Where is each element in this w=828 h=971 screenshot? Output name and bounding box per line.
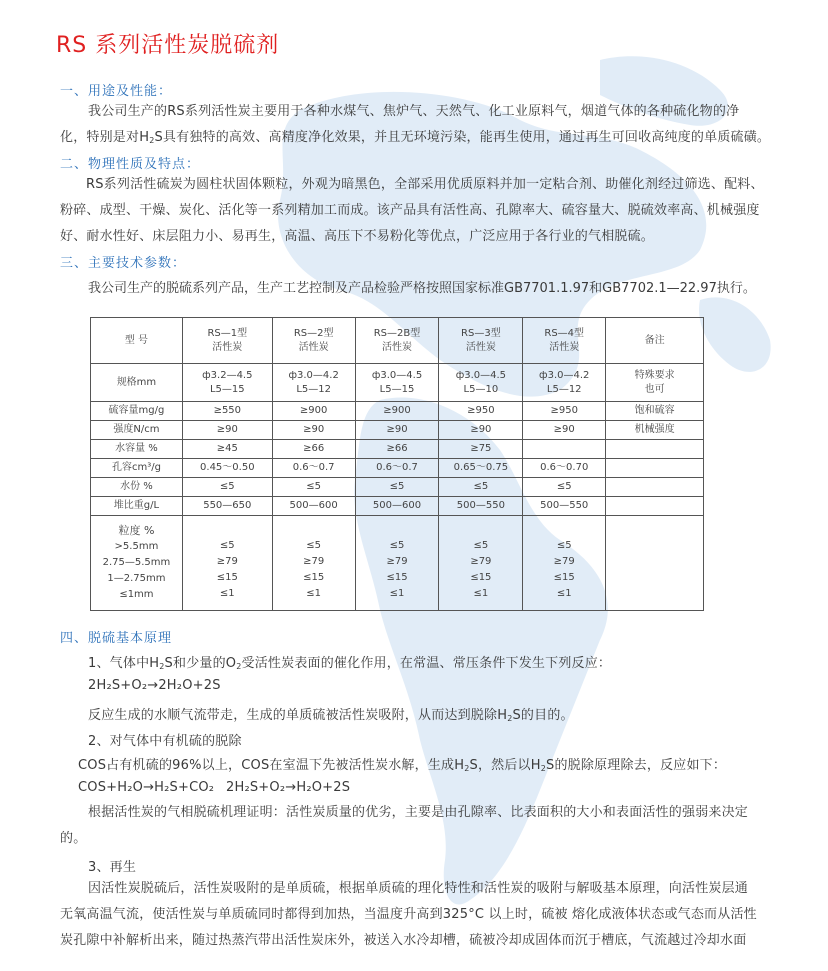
table-note — [606, 478, 704, 497]
row-label: 孔容cm³/g — [91, 459, 183, 478]
table-row — [91, 497, 704, 516]
header-rs2: RS—2型 活性炭 — [272, 318, 355, 364]
table-cell: 0.6～0.7 — [272, 459, 355, 478]
subscript: 2 — [149, 136, 155, 145]
table-header-row — [91, 318, 704, 364]
table-cell: ≥75 — [439, 440, 523, 459]
table-cell — [523, 440, 606, 459]
header-rs2b: RS—2B型 活性炭 — [355, 318, 439, 364]
table-row — [91, 421, 704, 440]
table-note: 饱和硫容 — [606, 402, 704, 421]
table-cell: ≥90 — [355, 421, 439, 440]
principle-item3: 3、再生 — [88, 860, 137, 875]
section-heading-properties: 二、物理性质及特点： — [60, 157, 201, 172]
table-cell: ≥45 — [182, 440, 272, 459]
header-rs1: RS—1型 活性炭 — [182, 318, 272, 364]
table-cell: ≤5 ≥79 ≤15 ≤1 — [182, 516, 272, 611]
table-cell: ≥900 — [272, 402, 355, 421]
row-label: 水份 % — [91, 478, 183, 497]
table-note — [606, 440, 704, 459]
table-cell: ≥900 — [355, 402, 439, 421]
table-cell: ≥90 — [439, 421, 523, 440]
table-cell: 500—600 — [355, 497, 439, 516]
usage-text-part1: 化，特别是对H — [60, 130, 150, 145]
table-cell: ≤5 ≥79 ≤15 ≤1 — [272, 516, 355, 611]
table-cell: ≥950 — [439, 402, 523, 421]
usage-text-part2: S具有独特的高效、高精度净化效果，并且无环境污染，能再生使用，通过再生可回收高纯度的单质硫磺。 — [154, 130, 771, 145]
row-label: 规格mm — [91, 364, 183, 402]
granularity-title: 粒度 % — [118, 524, 155, 537]
table-cell: ф3.0—4.5 L5—15 — [355, 364, 439, 402]
row-label: 水容量 % — [91, 440, 183, 459]
page-title: RS 系列活性炭脱硫剂 — [56, 33, 280, 58]
table-cell: 0.65～0.75 — [439, 459, 523, 478]
table-cell: ≤5 — [355, 478, 439, 497]
table-cell: ф3.0—4.2 L5—12 — [523, 364, 606, 402]
table-row — [91, 459, 704, 478]
table-cell: ≤5 — [272, 478, 355, 497]
table-note: 机械强度 — [606, 421, 704, 440]
header-rs4: RS—4型 活性炭 — [523, 318, 606, 364]
principle-item1-after: 反应生成的水顺气流带走，生成的单质硫被活性炭吸附，从而达到脱除$H_2S$的目的。 — [88, 708, 574, 723]
table-cell: 0.45～0.50 — [182, 459, 272, 478]
table-cell: ф3.0—4.2 L5—12 — [272, 364, 355, 402]
table-cell: ≤5 — [439, 478, 523, 497]
equation-1: 2H₂S+O₂→2H₂O+2S — [88, 678, 221, 693]
table-cell: 550—650 — [182, 497, 272, 516]
table-cell: 500—550 — [523, 497, 606, 516]
table-row — [91, 402, 704, 421]
table-cell: ≥90 — [272, 421, 355, 440]
table-cell: ≤5 ≥79 ≤15 ≤1 — [523, 516, 606, 611]
header-model: 型 号 — [91, 318, 183, 364]
principle-item1: 1、气体中$H_2S$和少量的$O_2$受活性炭表面的催化作用，在常温、常压条件下发生下列反应： — [88, 656, 612, 671]
section-usage-line1: 我公司生产的RS系列活性炭主要用于各种水煤气、焦炉气、天然气、化工业原料气，烟道气体的各种硫化物的净 — [88, 104, 740, 119]
table-row — [91, 478, 704, 497]
section-properties-paragraph: RS系列活性硫炭为圆柱状固体颗粒，外观为暗黑色，全部采用优质原料并加一定粘合剂、助催化剂经过筛选、配料、粉碎、成型、干燥、炭化、活化等一系列精加工而成。该产品具有活性高、孔隙率大、硫容量大、脱硫效率高、机械强度好、耐水性好、床层阻力小、易再生，高温、高压下不易粉化等优点，广泛应用于各行业的气相脱硫。 — [60, 177, 764, 244]
table-cell: ≤5 — [523, 478, 606, 497]
table-note: 特殊要求 也可 — [606, 364, 704, 402]
granularity-labels: 粒度 % >5.5mm 2.75—5.5mm 1—2.75mm ≤1mm — [91, 516, 183, 611]
table-cell: ≥550 — [182, 402, 272, 421]
equation-3: 2H₂S+O₂→H₂O+2S — [226, 780, 351, 795]
table-cell: ≥66 — [272, 440, 355, 459]
table-note — [606, 516, 704, 611]
section-heading-principle: 四、脱硫基本原理 — [60, 631, 173, 646]
table-row — [91, 364, 704, 402]
row-label: 堆比重g/L — [91, 497, 183, 516]
row-label: 强度N/cm — [91, 421, 183, 440]
table-cell: ф3.0—4.5 L5—10 — [439, 364, 523, 402]
section-heading-usage: 一、用途及性能： — [60, 84, 173, 99]
table-cell: 500—600 — [272, 497, 355, 516]
table-row — [91, 440, 704, 459]
table-cell: ≥950 — [523, 402, 606, 421]
table-cell: ≥66 — [355, 440, 439, 459]
principle-item2-text: COS占有机硫的96%以上，COS在室温下先被活性炭水解，生成$H_2S$，然后以$H_2S$的脱除原理除去，反应如下： — [78, 758, 727, 773]
principle-item3-text: 因活性炭脱硫后，活性炭吸附的是单质硫，根据单质硫的理化特性和活性炭的吸附与解吸基本原理，向活性炭层通无氧高温气流，使活性炭与单质硫同时都得到加热，当温度升高到325°C 以上时，硫被 熔化成液体状态或气态而从活性炭孔隙中补解析出来，随过热蒸汽带出活性炭床外，被送入水冷却槽，硫被冷却成固体而沉于槽底，气流越过冷却水面 — [60, 881, 757, 948]
table-cell: 500—550 — [439, 497, 523, 516]
principle-item2: 2、对气体中有机硫的脱除 — [88, 734, 242, 749]
section-params-paragraph: 我公司生产的脱硫系列产品，生产工艺控制及产品检验严格按照国家标准GB7701.1.97和GB7702.1—22.97执行。 — [88, 281, 756, 296]
row-label: 硫容量mg/g — [91, 402, 183, 421]
table-cell: ≤5 ≥79 ≤15 ≤1 — [439, 516, 523, 611]
table-cell: 0.6～0.70 — [523, 459, 606, 478]
table-note — [606, 497, 704, 516]
equation-2: COS+H₂O→H₂S+CO₂ — [78, 780, 215, 795]
section-usage-line2 — [60, 126, 770, 145]
table-cell: ≥90 — [182, 421, 272, 440]
table-cell: ≥90 — [523, 421, 606, 440]
principle-conclusion: 根据活性炭的气相脱硫机理证明：活性炭质量的优劣，主要是由孔隙率、比表面积的大小和表面活性的强弱来决定的。 — [60, 805, 749, 846]
header-note: 备注 — [606, 318, 704, 364]
table-row-granularity — [91, 516, 704, 611]
table-cell: ф3.2—4.5 L5—15 — [182, 364, 272, 402]
table-cell: 0.6～0.7 — [355, 459, 439, 478]
spec-table — [90, 317, 704, 611]
table-cell: ≤5 ≥79 ≤15 ≤1 — [355, 516, 439, 611]
section-heading-params: 三、主要技术参数： — [60, 256, 187, 271]
table-note — [606, 459, 704, 478]
table-cell: ≤5 — [182, 478, 272, 497]
header-rs3: RS—3型 活性炭 — [439, 318, 523, 364]
